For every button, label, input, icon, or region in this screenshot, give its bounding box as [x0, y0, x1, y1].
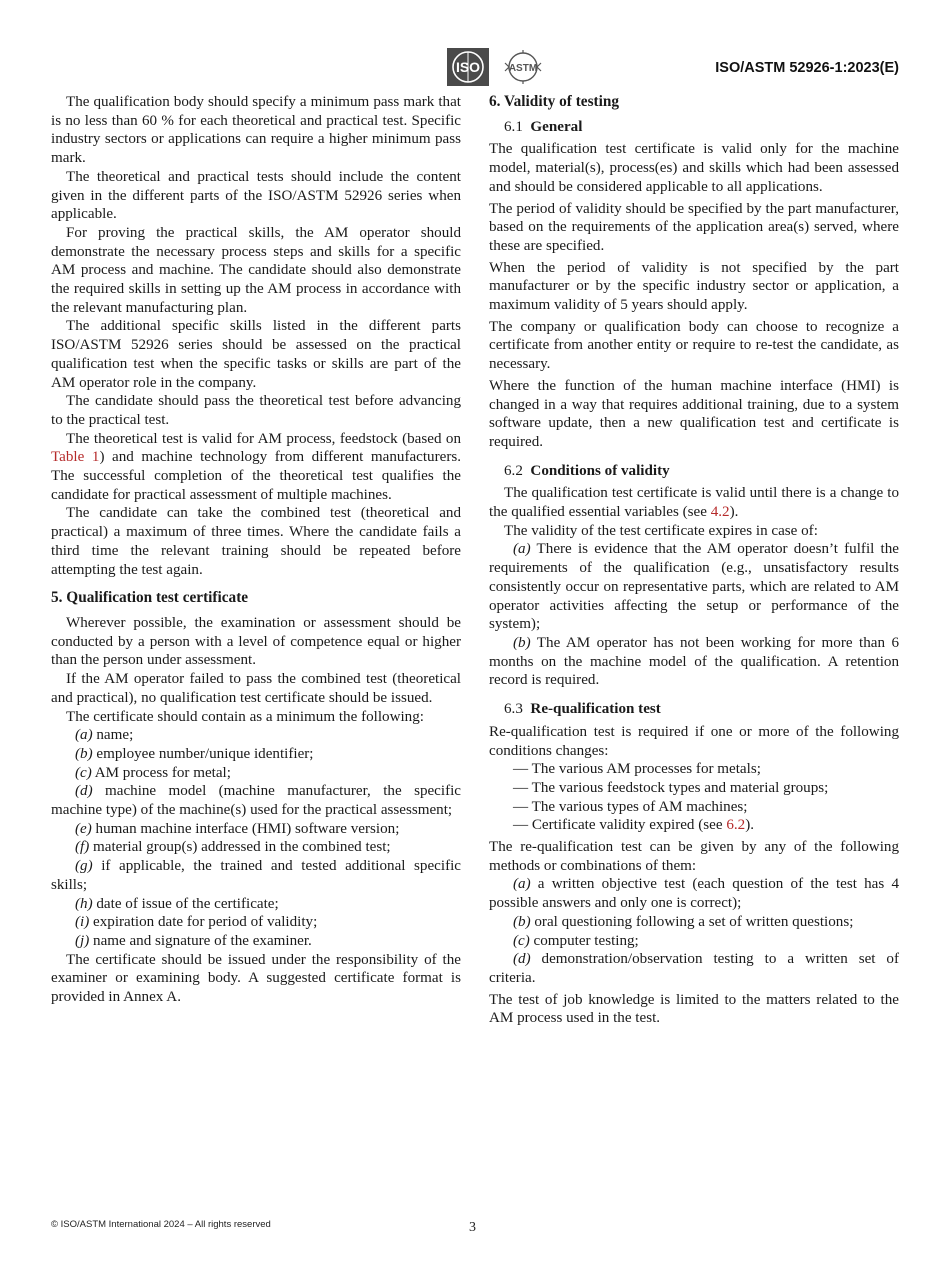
list-item: (b) The AM operator has not been working for more than 6 months on the machine model of the qualification. A retention record is required. [489, 634, 899, 689]
page-number: 3 [469, 1220, 476, 1235]
paragraph: The re-qualification test can be given by any of the following methods or combinations of them: [489, 839, 899, 874]
paragraph: The theoretical test is valid for AM process, feedstock (based on Table 1) and machine technology from different manufacturers. The successful completion of the theoretical test qualifies the candidate for practical assessment of multiple machines. [51, 430, 462, 503]
section-5-heading: 5. Qualification test certificate [51, 589, 249, 607]
list-item: (d) machine model (machine manufacturer, the specific machine type) of the machine(s) used for the practical assessment; [51, 783, 461, 819]
section-6-2-link[interactable]: 6.2 [726, 817, 746, 834]
list-item: (a) There is evidence that the AM operator doesn’t fulfil the requirements of the qualification (e.g., unsatisfactory results consistently occur on representative parts, which are related to AM operator activities affecting the setup or performance of the system); [489, 541, 899, 633]
paragraph: If the AM operator failed to pass the combined test (theoretical and practical), no qualification test certificate should be issued. [51, 671, 461, 706]
paragraph: The validity of the test certificate expires in case of: [504, 522, 818, 539]
paragraph: When the period of validity is not specified by the part manufacturer or by the specific industry sector or application, a maximum validity of 5 years should apply. [489, 259, 899, 314]
list-item: (j) name and signature of the examiner. [75, 932, 312, 949]
svg-text:ASTM: ASTM [508, 63, 538, 74]
list-item: — The various types of AM machines; [513, 798, 748, 815]
list-item: (a) name; [75, 727, 134, 744]
paragraph: Re-qualification test is required if one or more of the following conditions changes: [489, 723, 899, 759]
paragraph: The certificate should contain as a minimum the following: [66, 708, 424, 725]
paragraph: The period of validity should be specified by the part manufacturer, based on the requirements of the application area(s) served, where these are specified. [489, 200, 899, 254]
document-id: ISO/ASTM 52926-1:2023(E) [715, 60, 899, 76]
paragraph: Where the function of the human machine interface (HMI) is changed in a way that requires additional training, due to a system software update, then a new qualification test and certificate is required. [489, 377, 899, 450]
page-header [0, 46, 950, 88]
paragraph: Wherever possible, the examination or assessment should be conducted by a person with a level of competence equal or higher than the person under assessment. [51, 614, 461, 669]
list-item: — Certificate validity expired (see 6.2). [513, 817, 755, 834]
list-item: (a) a written objective test (each question of the test has 4 possible answers and only one is correct); [489, 876, 899, 912]
paragraph: The test of job knowledge is limited to the matters related to the AM process used in the test. [489, 991, 899, 1027]
paragraph: The candidate should pass the theoretical test before advancing to the practical test. [51, 393, 461, 428]
list-item: — The various feedstock types and material groups; [513, 779, 829, 796]
footer-copyright: © ISO/ASTM International 2024 – All rights reserved [51, 1219, 271, 1230]
section-6-2-heading: 6.2 Conditions of validity [504, 462, 670, 479]
section-6-3-heading: 6.3 Re-qualification test [504, 701, 661, 718]
list-item: (c) AM process for metal; [75, 764, 231, 781]
paragraph: The theoretical and practical tests should include the content given in the different parts of the ISO/ASTM 52926 series when applicable. [51, 168, 461, 223]
list-item: (i) expiration date for period of validity; [75, 914, 318, 931]
list-item: (c) computer testing; [513, 932, 639, 949]
paragraph: The qualification test certificate is valid only for the machine model, material(s), process(es) and skills which had been assessed and should be considered applicable to all applications. [489, 141, 899, 195]
svg-text:ISO: ISO [455, 59, 481, 75]
iso-logo [447, 48, 489, 86]
table-1-link[interactable]: Table 1 [51, 449, 100, 466]
paragraph: The company or qualification body can choose to recognize a certificate from another entity or require to re-test the candidate, as necessary. [489, 318, 899, 373]
list-item: (g) if applicable, the trained and tested additional specific skills; [51, 858, 461, 893]
left-column [51, 93, 461, 1007]
list-item: — The various AM processes for metals; [513, 761, 761, 778]
paragraph: The qualification test certificate is valid until there is a change to the qualified essential variables (see 4.2). [489, 485, 899, 521]
list-item: (b) employee number/unique identifier; [75, 745, 314, 762]
paragraph: The certificate should be issued under the responsibility of the examiner or examining body. A suggested certificate format is provided in Annex A. [51, 951, 461, 1006]
section-4-2-link[interactable]: 4.2 [710, 504, 730, 521]
paragraph: For proving the practical skills, the AM operator should demonstrate the necessary process steps and skills for a specific AM process and machine. The candidate should also demonstrate the required skills in setting up the AM process in accordance with the relevant manufacturing plan. [51, 224, 461, 316]
paragraph: The qualification body should specify a minimum pass mark that is no less than 60 % for each theoretical and practical test. Specific industry sectors or applications can require a higher minimum pass mark. [51, 94, 461, 167]
section-6-1-heading: 6.1 General [504, 118, 583, 135]
list-item: (h) date of issue of the certificate; [75, 895, 279, 912]
paragraph: The additional specific skills listed in the different parts ISO/ASTM 52926 series should be assessed on the practical qualification test when the specific tasks or skills are part of the AM operator role in the company. [51, 318, 461, 391]
list-item: (d) demonstration/observation testing to a written set of criteria. [489, 951, 899, 986]
list-item: (f) material group(s) addressed in the combined test; [75, 839, 391, 856]
right-column [489, 93, 899, 1028]
astm-logo [502, 49, 544, 85]
section-6-heading: 6. Validity of testing [489, 93, 620, 110]
list-item: (b) oral questioning following a set of written questions; [513, 913, 854, 930]
paragraph: The candidate can take the combined test (theoretical and practical) a maximum of three times. Where the candidate fails a third time the relevant training should be repeated before attempting the test again. [51, 505, 461, 578]
list-item: (e) human machine interface (HMI) software version; [75, 820, 400, 837]
